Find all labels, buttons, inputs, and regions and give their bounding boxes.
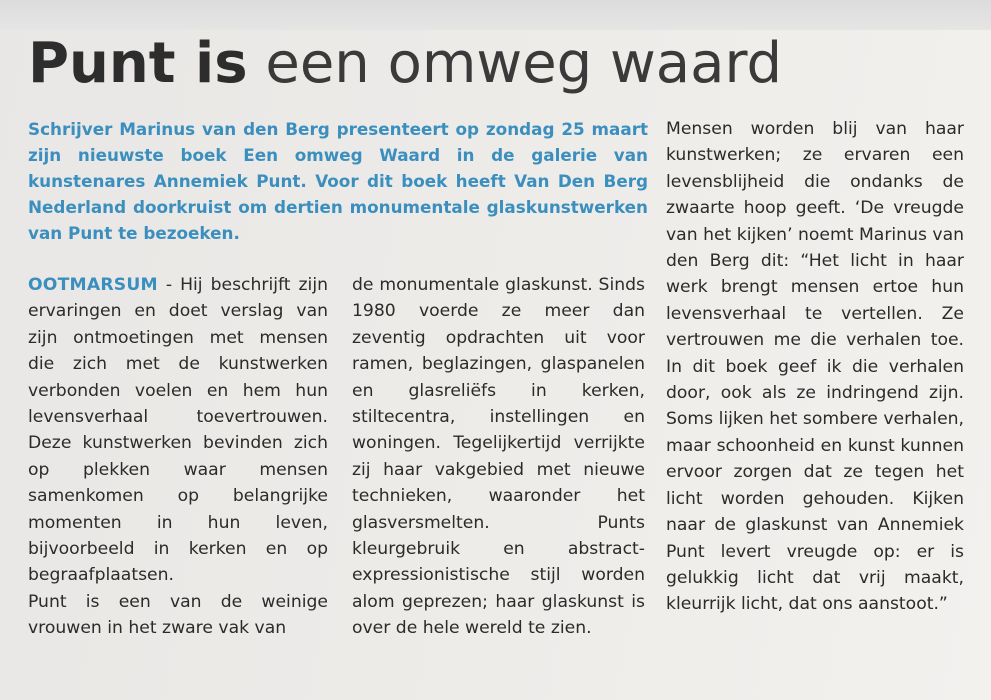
column-1-text: - Hij beschrijft zijn ervaringen en doet verslag van zijn ontmoetingen met mensen die zich met de kunstwerken verbonden voelen en hem hun levensverhaal toevertrouwen. Deze kunstwerken bevinden zich op plekken waar mensen samenkomen op belangrijke momenten in hun leven, bijvoorbeeld in kerken en op begraafplaatsen. <box>28 275 328 586</box>
column-3 <box>666 116 964 618</box>
column-3-paragraph: Mensen worden blij van haar kunstwerken; ze ervaren een levensblijheid die ondanks de zwaarte hoop geeft. ‘De vreugde van het kijken’ noemt Marinus van den Berg dit: “Het licht in haar werk brengt mensen ertoe hun levensverhaal te vertellen. Ze vertrouwen me die verhalen toe. In dit boek geef ik die verhalen door, ook als ze indringend zijn. Soms lijken het sombere verhalen, maar schoonheid en kunst kunnen ervoor zorgen dat ze tegen het licht worden gehouden. Kijken naar de glaskunst van Annemiek Punt levert vreugde op: er is gelukkig licht dat vrij maakt, kleurrijk licht, dat ons aanstoot.” <box>666 119 964 615</box>
column-1 <box>28 272 328 642</box>
column-2 <box>352 272 645 642</box>
column-1-paragraph-2: Punt is een van de weinige vrouwen in het zware vak van <box>28 591 328 639</box>
headline-light-part: een omweg waard <box>265 31 783 96</box>
column-2-paragraph: de monumentale glaskunst. Sinds 1980 voerde ze meer dan zeventig opdrachten uit voor ramen, beglazingen, glaspanelen en glasreliëfs in kerken, stiltecentra, instellingen en woningen. Tegelijkertijd verrijkte zij haar vakgebied met nieuwe technieken, waaronder het glasversmelten. Punts kleurgebruik en abstract-expressionistische stijl worden alom geprezen; haar glaskunst is over de hele wereld te zien. <box>352 275 645 639</box>
dateline: OOTMARSUM <box>28 275 158 295</box>
column-1-paragraph-1 <box>28 272 328 589</box>
headline <box>28 26 782 102</box>
lead-paragraph: Schrijver Marinus van den Berg presenteert op zondag 25 maart zijn nieuwste boek Een omweg Waard in de galerie van kunstenares Annemiek Punt. Voor dit boek heeft Van Den Berg Nederland doorkruist om dertien monumentale glaskunstwerken van Punt te bezoeken. <box>28 119 648 243</box>
headline-bold-part: Punt is <box>28 31 248 96</box>
